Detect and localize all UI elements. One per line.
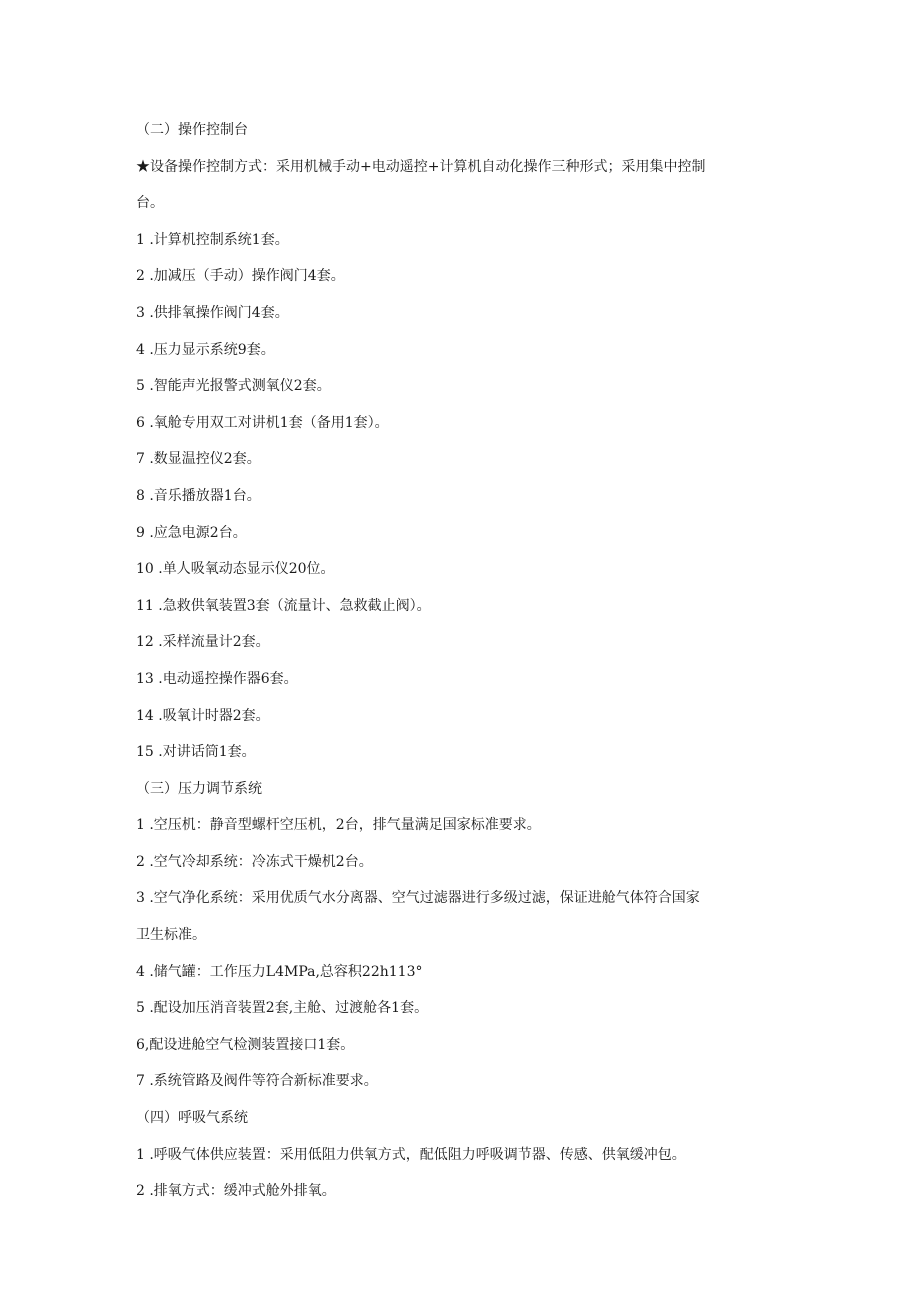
list-item: 4 .储气罐：工作压力L4MPa,总容积22h113° — [136, 963, 423, 980]
list-item: 1 .空压机：静音型螺杆空压机，2台，排气量满足国家标准要求。 — [136, 817, 541, 834]
section-heading-pressure-regulation: （三）压力调节系统 — [136, 780, 262, 797]
list-item: 15 .对讲话筒1套。 — [136, 744, 256, 761]
list-item: 6 .氧舱专用双工对讲机1套（备用1套）。 — [136, 414, 389, 431]
list-item: 1 .呼吸气体供应装置：采用低阻力供氧方式，配低阻力呼吸调节器、传感、供氧缓冲包。 — [136, 1146, 686, 1163]
list-item: 3 .供排氧操作阀门4套。 — [136, 304, 289, 321]
document-body — [136, 112, 776, 1210]
list-item: 7 .数显温控仪2套。 — [136, 451, 261, 468]
list-item: 13 .电动遥控操作器6套。 — [136, 670, 298, 687]
list-item: 11 .急救供氧装置3套（流量计、急救截止阀）。 — [136, 597, 431, 614]
list-item: 10 .单人吸氧动态显示仪20位。 — [136, 561, 335, 578]
list-item: 2 .排氧方式：缓冲式舱外排氧。 — [136, 1183, 336, 1200]
list-item: 3 .空气净化系统：采用优质气水分离器、空气过滤器进行多级过滤，保证进舱气体符合国家 — [136, 890, 700, 907]
control-mode-note: ★设备操作控制方式：采用机械手动+电动遥控+计算机自动化操作三种形式；采用集中控制 — [136, 158, 706, 175]
list-item: 12 .采样流量计2套。 — [136, 634, 270, 651]
list-item: 1 .计算机控制系统1套。 — [136, 231, 289, 248]
list-item: 4 .压力显示系统9套。 — [136, 341, 275, 358]
section-heading-operation-console: （二）操作控制台 — [136, 122, 248, 138]
list-item: 7 .系统管路及阀件等符合新标准要求。 — [136, 1073, 378, 1090]
control-mode-note-continued: 台。 — [136, 195, 164, 212]
list-item: 6,配设进舱空气检测装置接口1套。 — [136, 1036, 355, 1053]
list-item: 2 .空气冷却系统：冷冻式干燥机2台。 — [136, 853, 373, 870]
list-item: 5 .智能声光报警式测氧仪2套。 — [136, 378, 331, 395]
list-item: 8 .音乐播放器1台。 — [136, 487, 261, 504]
list-item: 9 .应急电源2台。 — [136, 524, 247, 541]
list-item: 2 .加减压（手动）操作阀门4套。 — [136, 268, 345, 285]
list-item: 5 .配设加压消音装置2套,主舱、过渡舱各1套。 — [136, 1000, 429, 1017]
section-heading-breathing-gas: （四）呼吸气系统 — [136, 1110, 248, 1127]
list-item-continued: 卫生标准。 — [136, 927, 206, 944]
list-item: 14 .吸氧计时器2套。 — [136, 707, 270, 724]
